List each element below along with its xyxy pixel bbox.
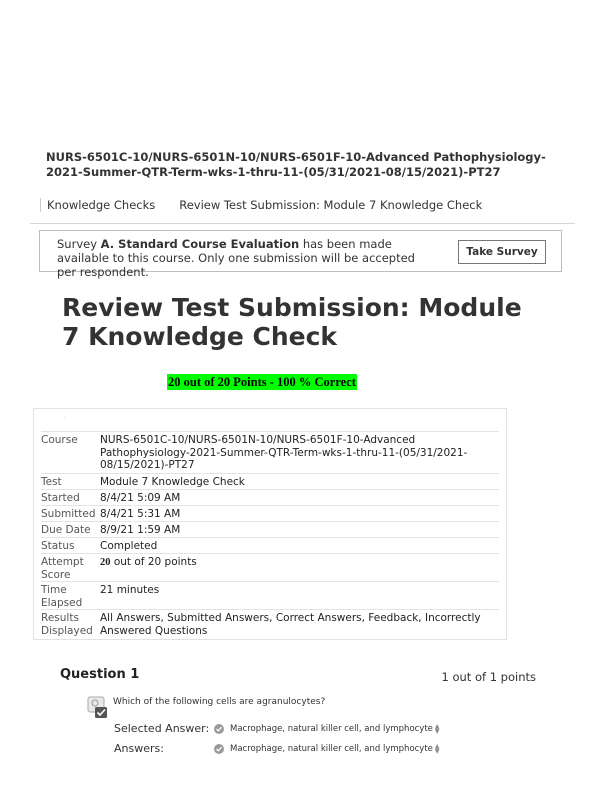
breadcrumb-knowledge-checks[interactable]: Knowledge Checks: [47, 198, 156, 212]
answers-label: Answers:: [114, 742, 164, 755]
survey-name: A. Standard Course Evaluation: [100, 237, 300, 251]
question-header: Question 1: [60, 667, 140, 682]
take-survey-button[interactable]: Take Survey: [458, 240, 546, 264]
survey-prefix: Survey: [57, 237, 98, 251]
detail-label: Results Displayed: [41, 612, 93, 637]
detail-label: Test: [41, 476, 62, 488]
question-check-icon: [87, 696, 109, 720]
detail-row-status: [41, 537, 499, 553]
attempt-score-text: out of 20 points: [113, 556, 197, 568]
detail-label: Course: [41, 434, 78, 446]
detail-label: Time Elapsed: [41, 584, 83, 609]
detail-value: 8/9/21 1:59 AM: [100, 524, 181, 536]
divider: [30, 223, 575, 224]
details-mark: ·: [64, 415, 66, 422]
detail-row-time-elapsed: [41, 581, 499, 609]
answers-value: Macrophage, natural killer cell, and lymphocyte: [230, 743, 433, 754]
breadcrumb-current: Review Test Submission: Module 7 Knowledge Check: [179, 198, 483, 212]
check-icon: [214, 744, 224, 754]
detail-row-due-date: [41, 521, 499, 537]
question-points: 1 out of 1 points: [441, 670, 536, 684]
detail-value: All Answers, Submitted Answers, Correct Answers, Feedback, Incorrectly Answered Questions: [100, 612, 481, 637]
question-text: Which of the following cells are agranulocytes?: [113, 697, 326, 707]
detail-row-course: [41, 431, 499, 473]
score-banner: 20 out of 20 Points - 100 % Correct: [168, 375, 356, 389]
answers-row: [114, 742, 440, 755]
selected-answer-value: Macrophage, natural killer cell, and lymphocyte: [230, 723, 433, 734]
detail-label: Due Date: [41, 524, 91, 536]
attempt-score-value: 20: [100, 557, 111, 568]
detail-row-started: [41, 489, 499, 505]
chevron-updown-icon: ▲ ▼: [434, 742, 440, 755]
detail-row-attempt-score: [41, 553, 499, 581]
detail-value: 21 minutes: [100, 584, 160, 596]
detail-value: [100, 556, 495, 570]
check-icon: [214, 724, 224, 734]
detail-label: Started: [41, 492, 80, 504]
detail-value: Module 7 Knowledge Check: [100, 476, 245, 488]
detail-value: Completed: [100, 540, 158, 552]
survey-suffix: has been made available to this course. Only one submission will be accepted per respondent.: [57, 237, 415, 279]
survey-notice: [39, 230, 562, 279]
detail-value: NURS-6501C-10/NURS-6501N-10/NURS-6501F-10-Advanced Pathophysiology-2021-Summer-QTR-Term-wks-1-thru-11-(05/31/2021-08/15/2021)-PT27: [100, 434, 468, 471]
detail-label: Attempt Score: [41, 556, 84, 581]
chevron-updown-icon: ▲ ▼: [434, 722, 440, 735]
course-title: NURS-6501C-10/NURS-6501N-10/NURS-6501F-10-Advanced Pathophysiology-2021-Summer-QTR-Term-wks-1-thru-11-(05/31/2021-08/15/2021)-PT27: [46, 150, 546, 179]
detail-value: 8/4/21 5:31 AM: [100, 508, 181, 520]
detail-row-test: [41, 473, 499, 489]
selected-answer-label: Selected Answer:: [114, 722, 210, 735]
page-title: Review Test Submission: Module 7 Knowledge Check: [62, 293, 522, 351]
detail-row-submitted: [41, 505, 499, 521]
submission-details: [33, 408, 507, 640]
survey-text: [57, 237, 437, 279]
detail-value: 8/4/21 5:09 AM: [100, 492, 181, 504]
detail-label: Status: [41, 540, 75, 552]
breadcrumb: [40, 195, 482, 215]
selected-answer-row: [114, 722, 440, 735]
detail-row-results-displayed: [41, 609, 499, 637]
breadcrumb-divider: [40, 198, 41, 212]
detail-label: Submitted: [41, 508, 96, 520]
